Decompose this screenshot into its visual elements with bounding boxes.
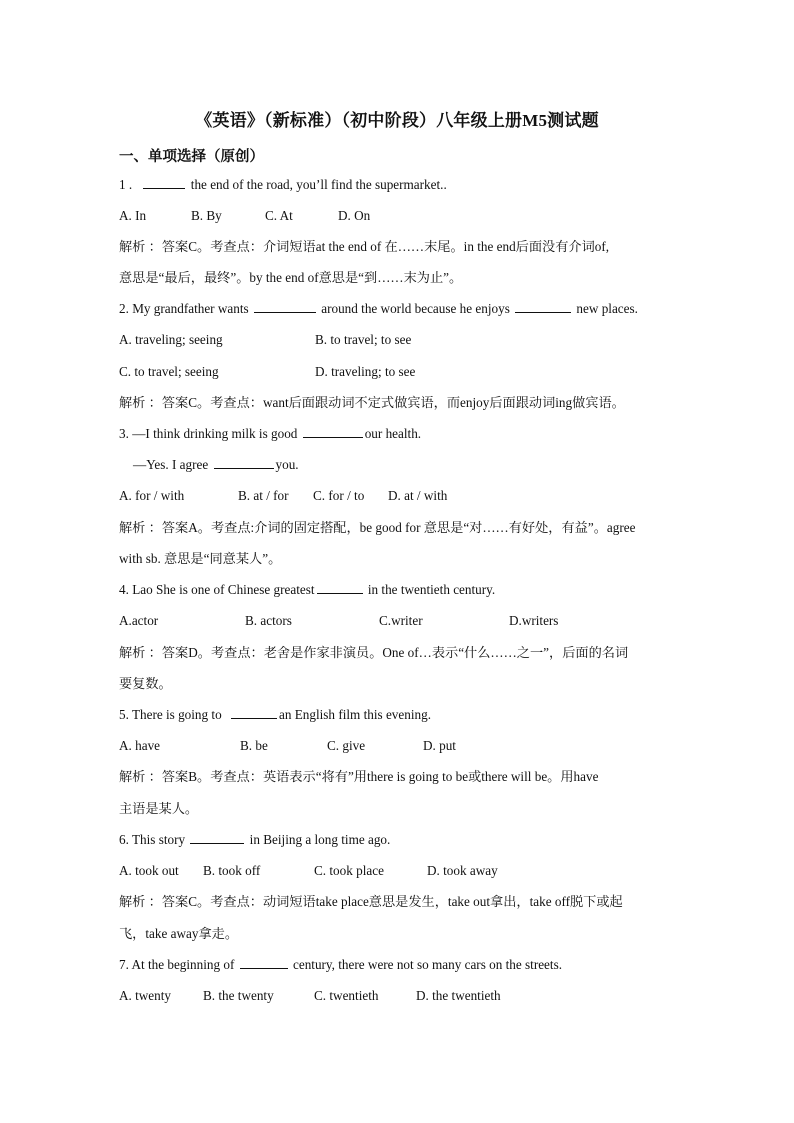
section-heading: 一、单项选择（原创） xyxy=(119,149,264,165)
q2-option-c: C. to travel; seeing xyxy=(119,364,219,379)
question-6-text-end: in Beijing a long time ago. xyxy=(249,832,391,847)
q3-option-d: D. at / with xyxy=(388,488,448,503)
question-3-text-end: our health. xyxy=(364,426,422,441)
q5-option-d: D. put xyxy=(423,738,456,753)
q1-explanation-line1: 解析 ：答案C。考查点：介词短语at the end of 在……末尾。in the end后面没有介词of, xyxy=(119,239,610,254)
question-7-text-end: century, there were not so many cars on the streets. xyxy=(292,957,563,972)
answer-blank xyxy=(303,425,363,438)
q5-option-b: B. be xyxy=(240,738,268,753)
question-3-text-start: 3. —I think drinking milk is good xyxy=(119,426,298,441)
q6-option-a: A. took out xyxy=(119,863,179,878)
q3-explanation-line2: with sb. 意思是“同意某人”。 xyxy=(119,551,282,566)
q2-option-a: A. traveling; seeing xyxy=(119,332,223,347)
question-3 xyxy=(119,425,421,443)
q7-option-d: D. the twentieth xyxy=(416,988,501,1003)
answer-blank xyxy=(515,300,571,313)
q1-option-d: D. On xyxy=(338,208,371,223)
q3-option-c: C. for / to xyxy=(313,488,365,503)
answer-blank xyxy=(143,176,185,189)
page-title: 《英语》（新标准）（初中阶段）八年级上册M5测试题 xyxy=(195,111,599,130)
question-7-text-start: 7. At the beginning of xyxy=(119,957,235,972)
question-7 xyxy=(119,956,562,974)
q4-option-d: D.writers xyxy=(509,613,559,628)
q4-option-c: C.writer xyxy=(379,613,423,628)
q7-option-b: B. the twenty xyxy=(203,988,274,1003)
question-1-number: 1 . xyxy=(119,177,133,192)
q5-explanation-line2: 主语是某人。 xyxy=(119,801,199,816)
q5-explanation-line1: 解析 ：答案B。考查点：英语表示“将有”用there is going to be或there will be。用have xyxy=(119,769,599,784)
q6-option-d: D. took away xyxy=(427,863,498,878)
q6-explanation-line2: 飞，take away拿走。 xyxy=(119,926,239,941)
question-1 xyxy=(119,176,447,194)
answer-blank xyxy=(190,831,244,844)
answer-blank xyxy=(254,300,316,313)
q2-explanation-line1: 解析 ：答案C。考查点：want后面跟动词不定式做宾语，而enjoy后面跟动词ing做宾语。 xyxy=(119,395,625,410)
answer-blank xyxy=(317,581,363,594)
q1-option-c: C. At xyxy=(265,208,293,223)
question-2-text-middle: around the world because he enjoys xyxy=(321,301,510,316)
question-3-reply xyxy=(133,456,299,474)
q7-option-a: A. twenty xyxy=(119,988,172,1003)
q5-option-c: C. give xyxy=(327,738,366,753)
q1-option-a: A. In xyxy=(119,208,147,223)
answer-blank xyxy=(240,956,288,969)
q6-option-b: B. took off xyxy=(203,863,261,878)
q6-explanation-line1: 解析 ：答案C。考查点：动词短语take place意思是发生，take out拿出，take off脱下或起 xyxy=(119,894,623,909)
question-2-text-end: new places. xyxy=(576,301,638,316)
question-4-text-start: 4. Lao She is one of Chinese greatest xyxy=(119,582,315,597)
q1-explanation-line2: 意思是“最后，最终”。by the end of意思是“到……末为止”。 xyxy=(119,270,463,285)
answer-blank xyxy=(214,456,274,469)
answer-blank xyxy=(231,706,277,719)
q5-option-a: A. have xyxy=(119,738,161,753)
question-6 xyxy=(119,831,390,849)
q4-explanation-line1: 解析 ：答案D。考查点：老舍是作家非演员。One of…表示“什么……之一”，后面的名词 xyxy=(119,645,629,660)
question-5 xyxy=(119,706,431,724)
question-1-text: the end of the road, you’ll find the supermarket.. xyxy=(190,177,447,192)
q4-option-a: A.actor xyxy=(119,613,159,628)
question-2-text-start: 2. My grandfather wants xyxy=(119,301,249,316)
q3-option-b: B. at / for xyxy=(238,488,289,503)
q2-option-b: B. to travel; to see xyxy=(315,332,412,347)
question-5-text-end: an English film this evening. xyxy=(278,707,431,722)
question-5-text-start: 5. There is going to xyxy=(119,707,222,722)
q7-option-c: C. twentieth xyxy=(314,988,379,1003)
question-3-reply-end: you. xyxy=(275,457,299,472)
q3-explanation-line1: 解析 ：答案A。考查点:介词的固定搭配，be good for 意思是“对……有好处，有益”。agree xyxy=(119,520,636,535)
q4-option-b: B. actors xyxy=(245,613,292,628)
question-2 xyxy=(119,300,638,318)
q1-option-b: B. By xyxy=(191,208,222,223)
question-4-text-end: in the twentieth century. xyxy=(367,582,496,597)
q4-explanation-line2: 要复数。 xyxy=(119,676,172,691)
question-6-text-start: 6. This story xyxy=(119,832,186,847)
question-3-reply-start: —Yes. I agree xyxy=(133,457,209,472)
q3-option-a: A. for / with xyxy=(119,488,185,503)
q6-option-c: C. took place xyxy=(314,863,384,878)
question-4 xyxy=(119,581,495,599)
q2-option-d: D. traveling; to see xyxy=(315,364,416,379)
